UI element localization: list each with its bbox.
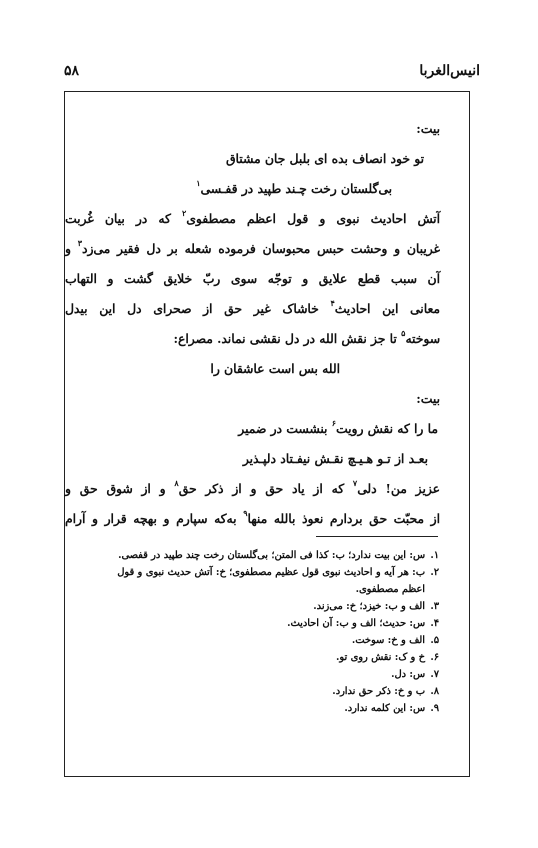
bayt-label: بیت: (416, 121, 440, 136)
text-run: آتش احادیث نبوی و قول اعظم مصطفوی (186, 211, 441, 226)
footnote-text: ب: هر آیه و احادیث نبوی قول عظیم مصطفوی؛ خ: آتش حدیث نبوی و قول اعظم مصطفوی. (117, 567, 425, 595)
footnote-number: ۶. (430, 652, 439, 663)
footnote-number: ۷. (430, 669, 439, 680)
footnotes (93, 547, 439, 717)
page-number: ۵۸ (64, 63, 80, 79)
footnote-ref: ۸ (174, 478, 179, 488)
footnote (93, 547, 439, 564)
footnote-number: ۸. (430, 686, 439, 697)
footnote-text: س: دل. (391, 669, 425, 680)
footnote-ref: ۲ (181, 208, 187, 218)
text-run: تا جز نقش الله در دل نقشی نماند. مصراع: (173, 331, 402, 346)
footnote (93, 649, 439, 666)
footnote-number: ۹. (430, 703, 439, 714)
footnote (93, 598, 439, 615)
footnote-text: الف و خ: سوخت. (351, 635, 425, 646)
verse-text: ما را که نقش رویت (336, 421, 438, 436)
paragraph-line (65, 234, 440, 264)
footnote-text: س: این کلمه ندارد. (344, 703, 425, 714)
paragraph-line (65, 474, 440, 504)
footnote (93, 632, 439, 649)
text-run: که از یاد حق و از ذکر حق (178, 481, 353, 496)
verse-text: بنشست در ضمیر (238, 421, 332, 436)
footnote-number: ۲. (430, 567, 439, 578)
footnote-text: الف و ب: خیزد؛ خ: می‌زند. (313, 601, 425, 612)
footnote-number: ۴. (430, 618, 439, 629)
footnote (93, 683, 439, 700)
text-run: غریبان و وحشت حبس محبوسان فرموده شعله بر دل فقیر می‌زد (82, 241, 440, 256)
footnote-ref: ۳ (77, 238, 83, 248)
verse-line: تو خود انصاف بده ای بلبل جان مشتاق (226, 151, 424, 166)
text-run: از محبّت حق بردارم نعوذ بالله منها (247, 511, 440, 526)
paragraph-line: آن سبب قطع علایق و توجّه سوی ربّ خلایق گشت و التهاب (65, 271, 440, 286)
paragraph-line (65, 504, 440, 534)
footnote-text: خ و ک: نقش روی تو. (336, 652, 425, 663)
paragraph-line (65, 204, 440, 234)
running-title: انیس‌الغربا (419, 63, 480, 79)
paragraph-line (65, 294, 440, 324)
verse-line (65, 174, 440, 204)
text-run: و (65, 241, 78, 256)
text-run: و از شوق حق و (65, 481, 175, 496)
footnote-ref: ۴ (330, 298, 335, 308)
bayt-label: بیت: (416, 391, 440, 406)
paragraph-line (65, 324, 440, 354)
page-header (58, 63, 480, 85)
footnote-text: س: این بیت ندارد؛ ب: کذا فی المتن؛ بی‌گلستان رخت چند طپید در قفصی. (118, 550, 425, 561)
verse-line (65, 414, 440, 444)
footnote (93, 564, 439, 598)
footnote-number: ۳. (430, 601, 439, 612)
misra-line: الله بس است عاشقان را (210, 361, 340, 376)
verse-line: بعـد از تـو هـیـچ نقـش نیفـتاد دلپـذیر (242, 451, 428, 466)
body-text (65, 114, 440, 534)
text-run: خاشاک غیر حق از صحرای دل این بیدل (65, 301, 331, 316)
footnote (93, 615, 439, 632)
text-run: سوخته (405, 331, 440, 346)
footnote-divider (316, 536, 438, 537)
text-frame (64, 91, 470, 777)
footnote-ref: ۹ (243, 508, 248, 518)
footnote-text: ب و خ: ذکر حق ندارد. (332, 686, 425, 697)
footnote (93, 666, 439, 683)
verse-text: بی‌گلستان رخت چـند طپید در قفـسی (200, 181, 392, 196)
footnote-number: ۱. (430, 550, 439, 561)
footnote-ref: ۱ (196, 178, 201, 188)
footnote-ref: ۶ (331, 418, 337, 428)
footnote-ref: ۷ (352, 478, 358, 488)
footnote-number: ۵. (430, 635, 439, 646)
text-run: عزیز من! دلی (357, 481, 440, 496)
text-run: معانی این احادیث (334, 301, 440, 316)
footnote-text: س: حدیث؛ الف و ب: آن احادیث. (287, 618, 425, 629)
footnote-ref: ۵ (401, 328, 406, 338)
footnote (93, 700, 439, 717)
text-run: به‌که سپارم و بهچه قرار و آرام (65, 511, 244, 526)
text-run: که در بیان غُربت (65, 211, 182, 226)
